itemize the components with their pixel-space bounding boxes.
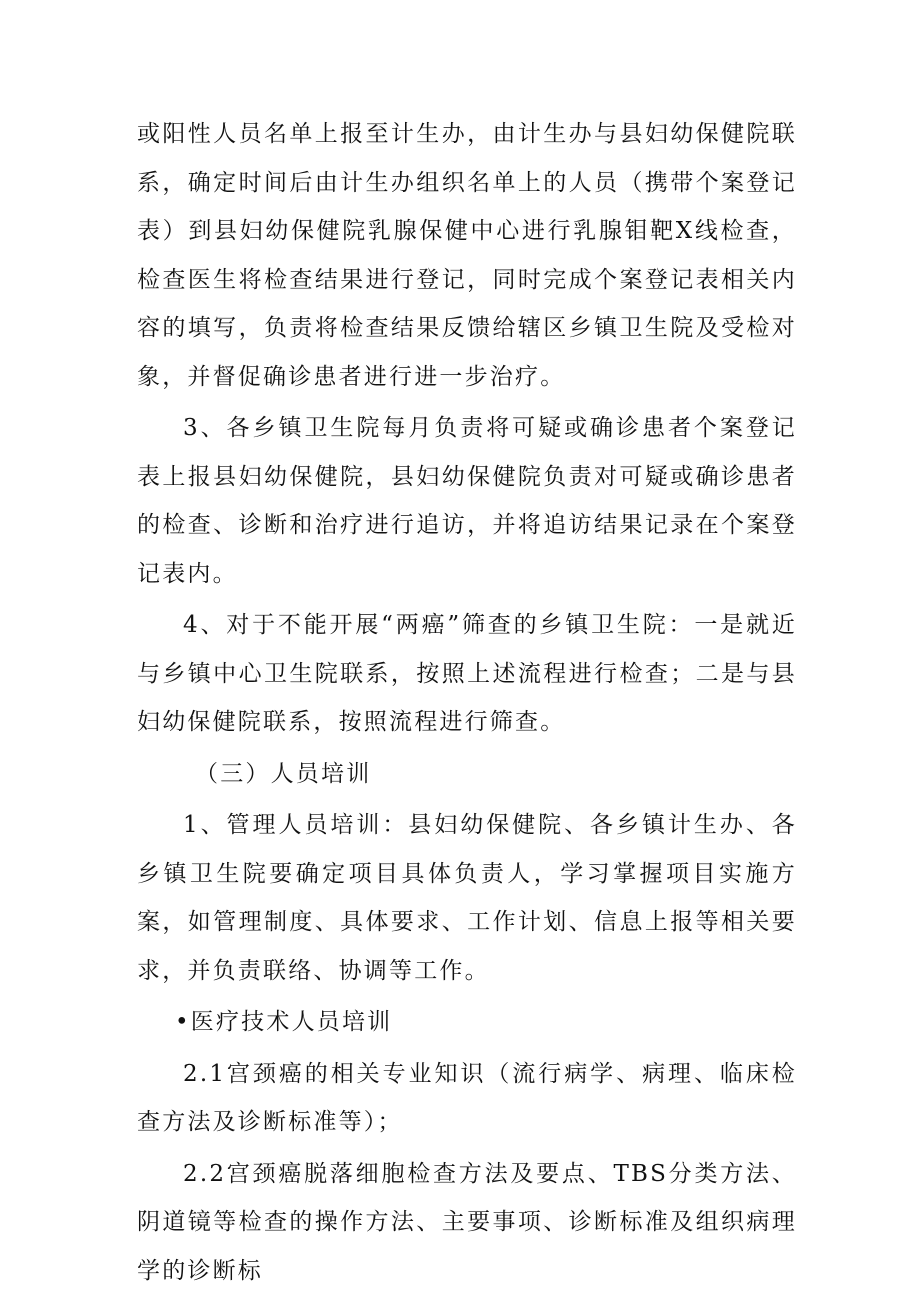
paragraph-management-training: 1、管理人员培训：县妇幼保健院、各乡镇计生办、各乡镇卫生院要确定项目具体负责人，学习掌握项目实施方案，如管理制度、具体要求、工作计划、信息上报等相关要求，并负责联络、协调等工作。 [137,812,797,984]
paragraph-item-3: 3、各乡镇卫生院每月负责将可疑或确诊患者个案登记表上报县妇幼保健院，县妇幼保健院负责对可疑或确诊患者的检查、诊断和治疗进行追访，并将追访结果记录在个案登记表内。 [137,415,797,587]
paragraph-item-2-1: 2.1宫颈癌的相关专业知识（流行病学、病理、临床检查方法及诊断标准等）； [137,1060,797,1135]
paragraph-continuation: 或阳性人员名单上报至计生办，由计生办与县妇幼保健院联系，确定时间后由计生办组织名单上的人员（携带个案登记表）到县妇幼保健院乳腺保健中心进行乳腺钼靶X线检查，检查医生将检查结果进行登记，同时完成个案登记表相关内容的填写，负责将检查结果反馈给辖区乡镇卫生院及受检对象，并督促确诊患者进行进一步治疗。 [137,121,797,390]
subheading-medical-training: •医疗技术人员培训 [175,1009,393,1035]
paragraph-item-2-2: 2.2宫颈癌脱落细胞检查方法及要点、TBS分类方法、阴道镜等检查的操作方法、主要事项、诊断标准及组织病理学的诊断标 [137,1160,797,1284]
paragraph-item-4: 4、对于不能开展“两癌”筛查的乡镇卫生院：一是就近与乡镇中心卫生院联系，按照上述流程进行检查；二是与县妇幼保健院联系，按照流程进行筛查。 [137,612,797,735]
document-body [137,110,797,1295]
section-heading-training: （三）人员培训 [195,760,372,787]
